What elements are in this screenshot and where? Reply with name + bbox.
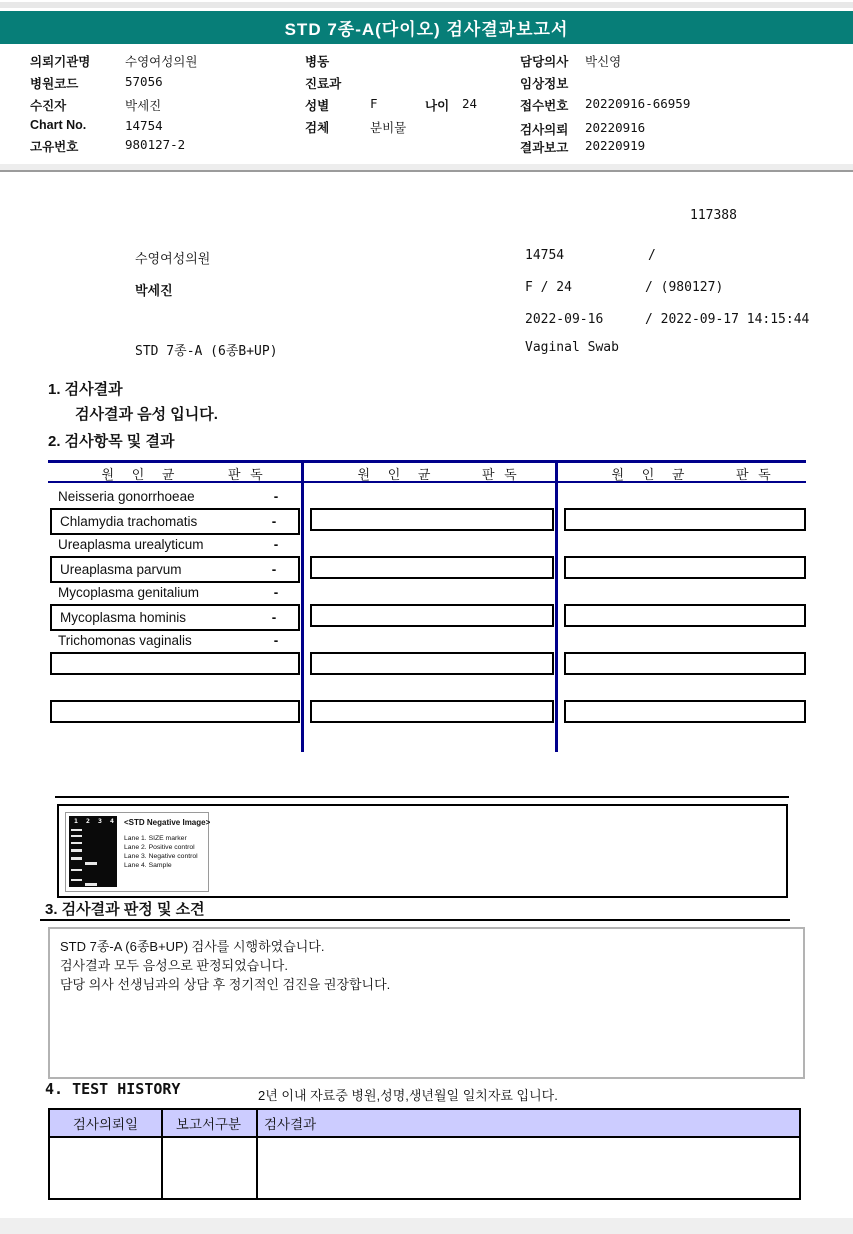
empty-result-box — [310, 700, 554, 723]
value-report-date: 20220919 — [585, 138, 646, 153]
history-col-result: 검사결과 — [264, 1117, 317, 1132]
title-bar — [0, 11, 853, 44]
section1-heading: 1. 검사결과 — [48, 381, 123, 398]
meta-report-datetime: / 2022-09-17 14:15:44 — [645, 312, 810, 327]
empty-result-box — [310, 556, 554, 579]
empty-result-box — [310, 508, 554, 531]
pathogen-row — [50, 533, 300, 556]
comment-line: 담당 의사 선생님과의 상담 후 정기적인 검진을 권장합니다. — [60, 977, 391, 992]
col-header-pathogen: 원 인 균 — [101, 466, 175, 482]
empty-result-box — [564, 604, 806, 627]
history-col-divider — [161, 1110, 163, 1198]
comment-box — [48, 927, 805, 1079]
value-accession-no: 20220916-66959 — [585, 96, 691, 111]
label-sex: 성별 — [305, 99, 330, 113]
section1-result: 검사결과 음성 입니다. — [75, 406, 218, 423]
gel-image-frame — [65, 812, 209, 892]
gel-image-panel — [57, 804, 788, 898]
col-header-result: 판 독 — [482, 466, 517, 482]
value-doctor: 박신영 — [585, 55, 622, 69]
value-hospital-code: 57056 — [125, 74, 163, 89]
header-underline — [304, 481, 555, 483]
pathogen-name: Chlamydia trachomatis — [60, 514, 198, 529]
gel-legend-line: Lane 3. Negative control — [124, 853, 198, 860]
gel-electrophoresis-image — [69, 816, 117, 887]
empty-result-box — [564, 508, 806, 531]
label-patient: 수진자 — [30, 99, 67, 113]
gel-band — [71, 849, 82, 852]
lane-number: 1 — [74, 817, 78, 825]
pathogen-row — [50, 629, 300, 652]
label-age: 나이 — [425, 99, 450, 113]
section2-heading: 2. 검사항목 및 결과 — [48, 433, 175, 450]
top-strip — [0, 2, 853, 8]
pathogen-result: - — [273, 633, 279, 648]
pathogen-result: - — [271, 610, 277, 625]
value-requesting-org: 수영여성의원 — [125, 55, 198, 69]
pathogen-name: Trichomonas vaginalis — [58, 633, 192, 648]
value-unique-no: 980127-2 — [125, 137, 186, 152]
meta-test-name: STD 7종-A (6종B+UP) — [135, 344, 278, 359]
comment-line: 검사결과 모두 음성으로 판정되었습니다. — [60, 958, 288, 973]
empty-result-box — [564, 556, 806, 579]
label-doctor: 담당의사 — [520, 55, 569, 69]
section4-heading: 4. TEST HISTORY — [45, 1080, 181, 1098]
pathogen-name: Ureaplasma urealyticum — [58, 537, 204, 552]
label-accession-no: 접수번호 — [520, 99, 569, 113]
gel-band — [71, 829, 82, 831]
history-col-divider — [256, 1110, 258, 1198]
value-sex: F — [370, 96, 378, 111]
value-chart-no: 14754 — [125, 118, 163, 133]
lane-number: 2 — [86, 817, 90, 825]
gel-legend-title: <STD Negative Image> — [124, 818, 211, 827]
page-title: STD 7종-A(다이오) 검사결과보고서 — [284, 20, 569, 39]
label-specimen: 검체 — [305, 121, 330, 135]
pathogen-row — [50, 581, 300, 604]
empty-result-box — [310, 652, 554, 675]
gel-band-sample — [85, 883, 97, 886]
label-hospital-code: 병원코드 — [30, 77, 79, 91]
pathogen-name: Ureaplasma parvum — [60, 562, 182, 577]
label-chart-no: Chart No. — [30, 118, 87, 132]
pathogen-row — [50, 508, 300, 535]
label-requesting-org: 의뢰기관명 — [30, 55, 91, 69]
gel-band — [71, 869, 82, 871]
gel-legend-line: Lane 2. Positive control — [124, 844, 195, 851]
doc-number: 117388 — [690, 208, 737, 223]
col-header-result: 판 독 — [736, 466, 771, 482]
value-specimen: 분비물 — [370, 121, 407, 135]
pathogen-name: Mycoplasma genitalium — [58, 585, 200, 600]
meta-sex-age: F / 24 — [525, 280, 572, 295]
pathogen-name: Mycoplasma hominis — [60, 610, 187, 625]
pathogen-row — [50, 485, 300, 508]
results-table — [48, 460, 806, 760]
header-underline — [558, 481, 806, 483]
meta-chart-no: 14754 — [525, 248, 565, 263]
test-history-table — [48, 1108, 801, 1200]
group1-header — [48, 465, 298, 481]
pathogen-result: - — [273, 489, 279, 504]
column-separator — [301, 460, 304, 752]
meta-specimen: Vaginal Swab — [525, 340, 619, 355]
pathogen-result: - — [271, 562, 277, 577]
label-clinical-info: 임상정보 — [520, 77, 569, 91]
label-report-date: 결과보고 — [520, 141, 569, 155]
gel-band — [71, 857, 82, 860]
meta-hospital: 수영여성의원 — [135, 251, 211, 266]
gel-legend-line: Lane 1. SIZE marker — [124, 835, 187, 842]
pathogen-result: - — [273, 537, 279, 552]
gel-section-divider — [55, 796, 789, 798]
pathogen-row — [50, 556, 300, 583]
col-header-pathogen: 원 인 균 — [611, 466, 685, 482]
gel-band — [71, 842, 82, 844]
bottom-strip — [0, 1218, 853, 1234]
label-unique-no: 고유번호 — [30, 140, 79, 154]
history-col-request-date: 검사의뢰일 — [72, 1117, 139, 1132]
column-separator — [555, 460, 558, 752]
gel-legend-line: Lane 4. Sample — [124, 862, 172, 869]
section3-heading: 3. 검사결과 판정 및 소견 — [45, 901, 205, 918]
lane-number: 4 — [110, 817, 114, 825]
history-col-report-type: 보고서구분 — [175, 1117, 242, 1132]
col-header-result: 판 독 — [228, 466, 263, 482]
header-divider — [0, 164, 853, 172]
gel-legend — [124, 818, 211, 870]
value-order-date: 20220916 — [585, 120, 646, 135]
lane-number: 3 — [98, 817, 102, 825]
empty-result-box — [564, 652, 806, 675]
label-ward: 병동 — [305, 55, 330, 69]
value-age: 24 — [462, 96, 478, 111]
header-underline — [48, 481, 301, 483]
label-order-date: 검사의뢰 — [520, 123, 569, 137]
pathogen-result: - — [271, 514, 277, 529]
value-patient: 박세진 — [125, 99, 162, 113]
label-department: 진료과 — [305, 77, 342, 91]
section4-note: 2년 이내 자료중 병원,성명,생년월일 일치자료 입니다. — [258, 1088, 558, 1103]
gel-band-positive-control — [85, 862, 97, 865]
empty-result-box — [50, 700, 300, 723]
section3-underline — [40, 919, 790, 921]
empty-result-box — [50, 652, 300, 675]
comment-line: STD 7종-A (6종B+UP) 검사를 시행하였습니다. — [60, 939, 325, 954]
meta-order-date: 2022-09-16 — [525, 312, 604, 327]
empty-result-box — [310, 604, 554, 627]
col-header-pathogen: 원 인 균 — [357, 466, 431, 482]
pathogen-name: Neisseria gonorrhoeae — [58, 489, 195, 504]
group3-header — [560, 465, 806, 481]
meta-birth: / (980127) — [645, 280, 724, 295]
meta-patient-name: 박세진 — [135, 283, 173, 298]
gel-band — [71, 879, 82, 881]
pathogen-row — [50, 604, 300, 631]
pathogen-result: - — [273, 585, 279, 600]
empty-result-box — [564, 700, 806, 723]
gel-band — [71, 835, 82, 837]
group2-header — [306, 465, 552, 481]
meta-slash: / — [648, 248, 656, 263]
